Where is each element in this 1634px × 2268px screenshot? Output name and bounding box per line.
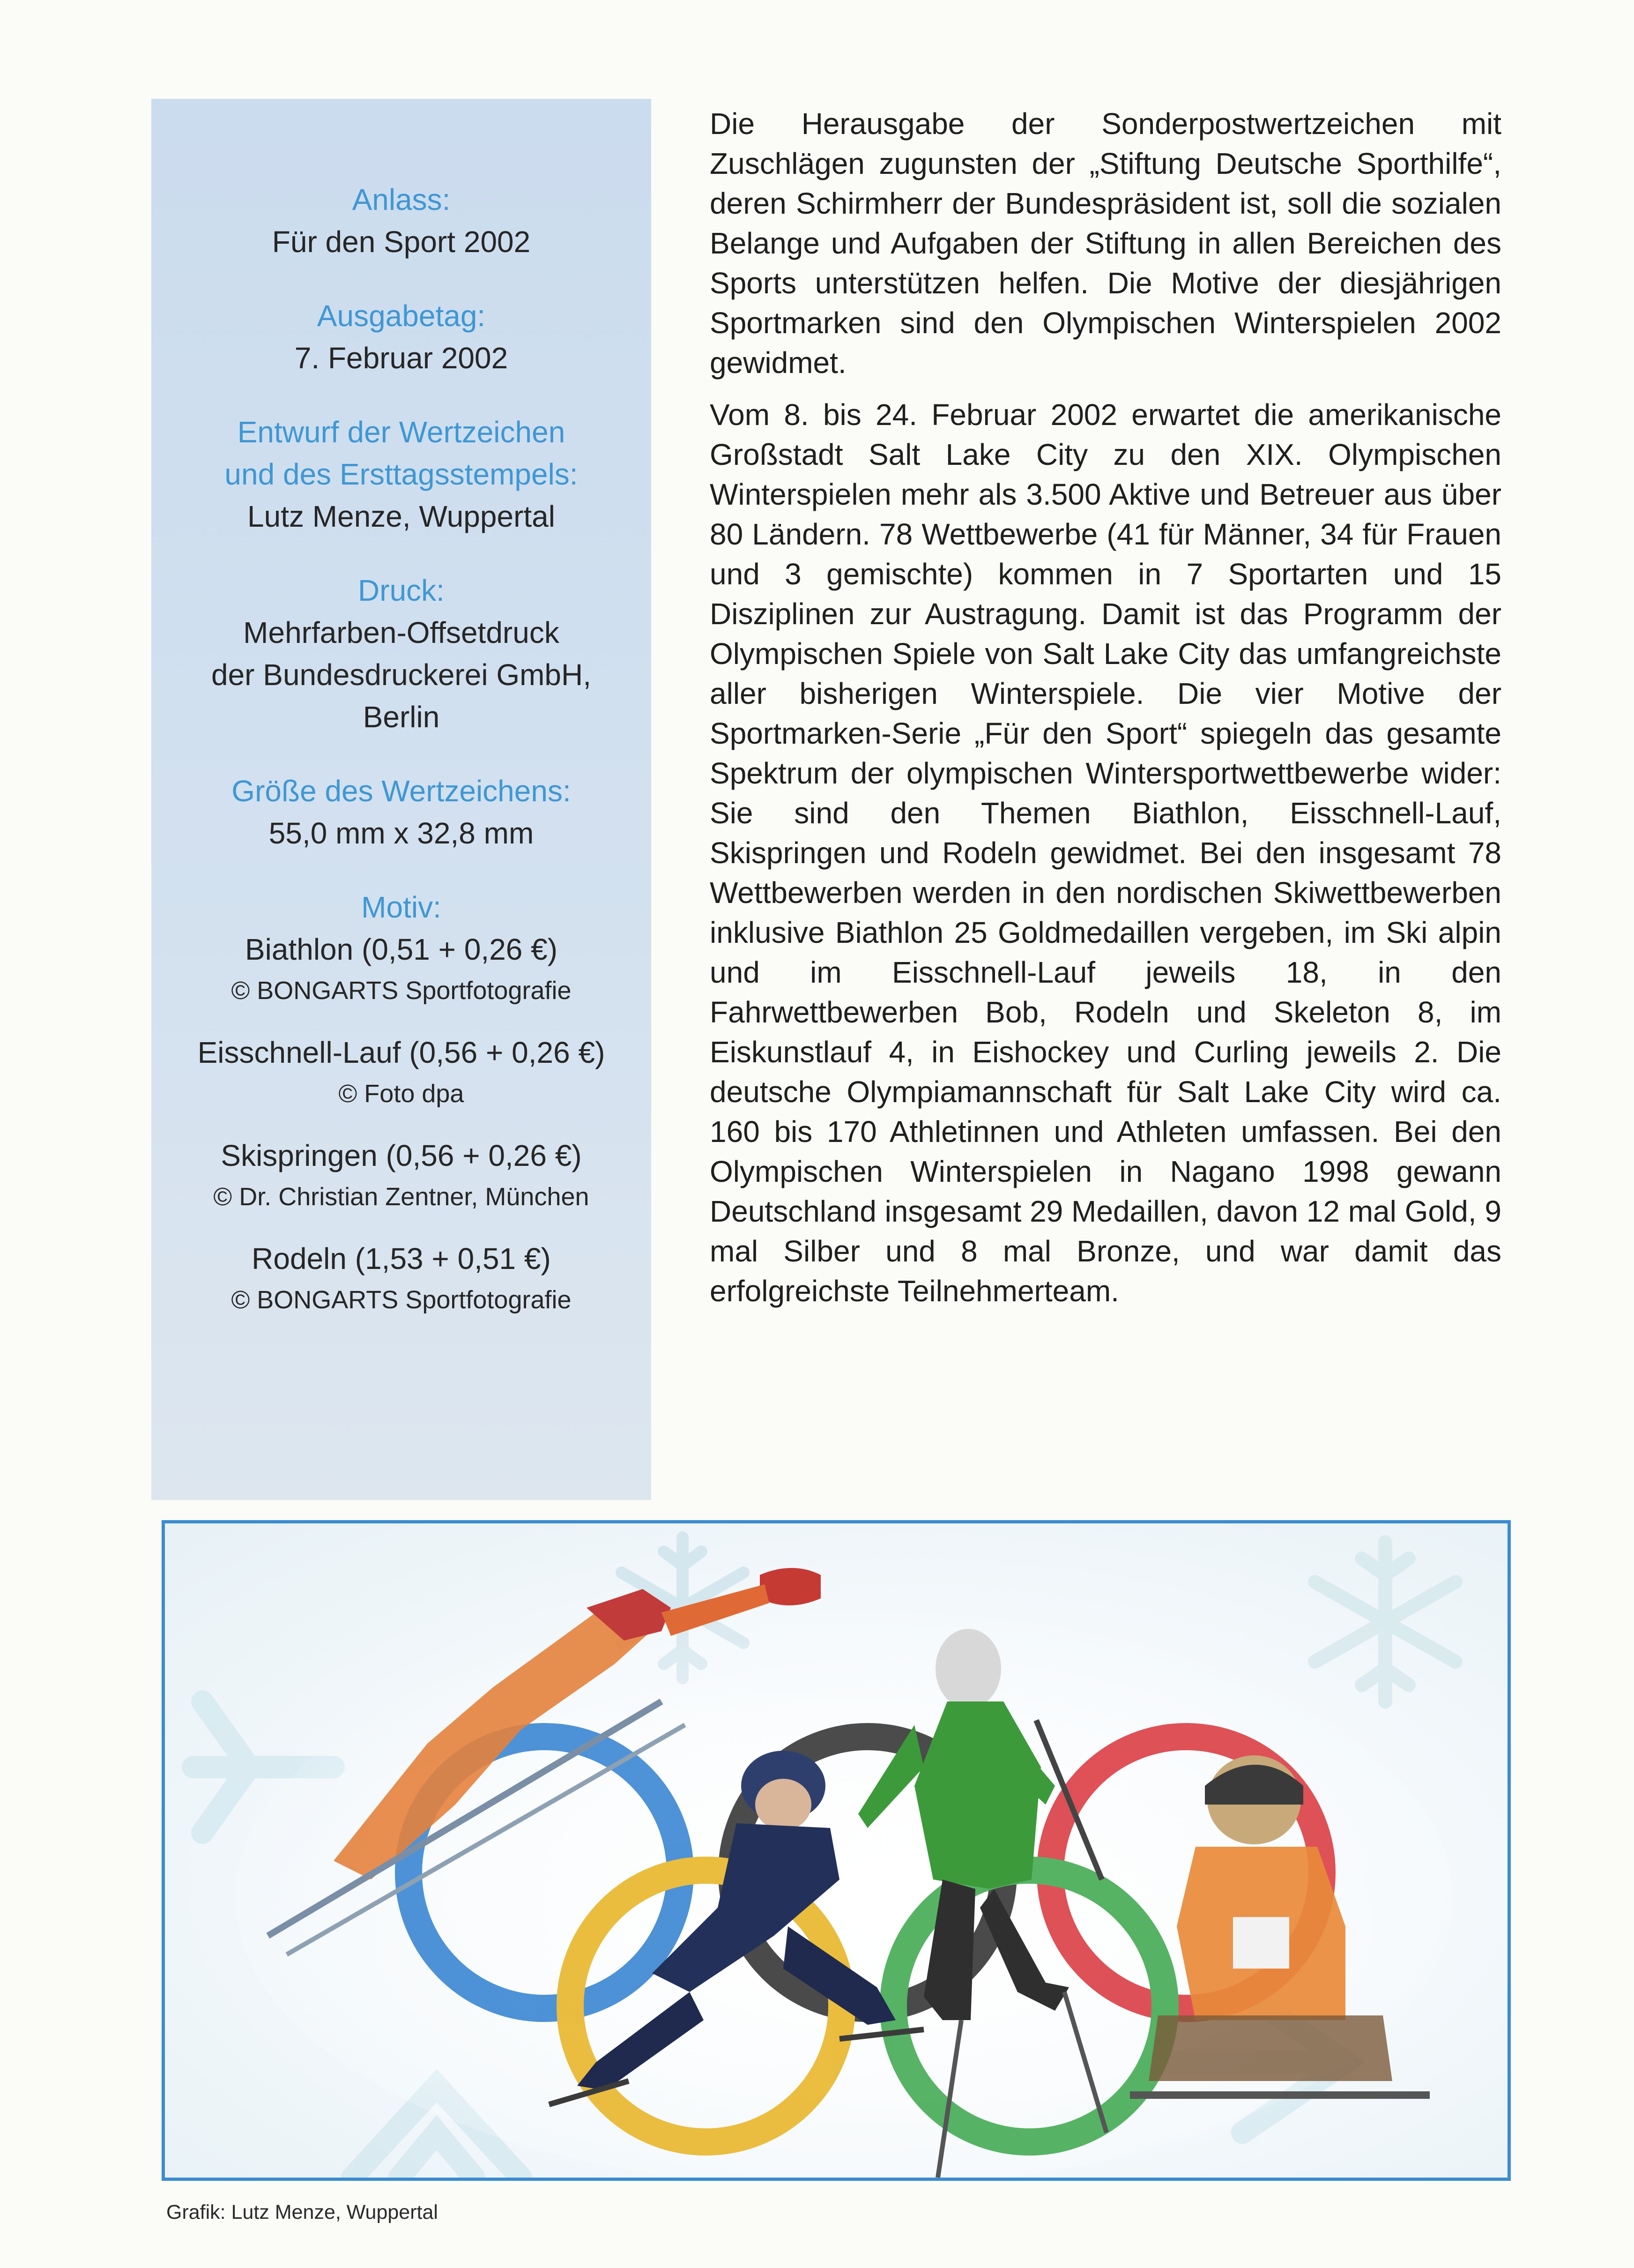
design-label-line1: Entwurf der Wertzeichen bbox=[237, 415, 565, 449]
occasion-label: Anlass: bbox=[352, 183, 451, 216]
issue-date-value: 7. Februar 2002 bbox=[294, 341, 508, 375]
issue-date-label: Ausgabetag: bbox=[317, 299, 486, 333]
motif-title: Rodeln (1,53 + 0,51 €) bbox=[252, 1242, 551, 1276]
motif-label: Motiv: bbox=[361, 890, 441, 924]
motif-credit: © BONGARTS Sportfotografie bbox=[231, 977, 572, 1005]
illustration-frame bbox=[162, 1520, 1511, 2181]
motif-item-biathlon bbox=[151, 928, 651, 1011]
illustration bbox=[165, 1523, 1508, 2178]
design-value: Lutz Menze, Wuppertal bbox=[247, 500, 555, 533]
paragraph-details: Vom 8. bis 24. Februar 2002 erwartet die amerikanische Großstadt Salt Lake City zu den XIX. Olympischen Winterspielen mehr als 3.500 Aktive und Betreuer aus über 80 Ländern. 78 Wettbewerbe (41 für Männer, 34 für Frauen und 3 gemischte) kommen in 7 Sportarten und 15 Disziplinen zur Austragung. Damit ist das Programm der Olympischen Spiele von Salt Lake City das umfangreichste aller bisherigen Winterspiele. Die vier Motive der Sportmarken-Serie „Für den Sport“ spiegeln das gesamte Spektrum der olympischen Wintersportwettbewerbe wider: Sie sind den Themen Biathlon, Eisschnell-Lauf, Skispringen und Rodeln gewidmet. Bei den insgesamt 78 Wettbewerben werden in den nordischen Skiwettbewerben inklusive Biathlon 25 Goldmedaillen vergeben, im Ski alpin und im Eisschnell-Lauf jeweils 18, in den Fahrwettbewerben Bob, Rodeln und Skeleton 8, im Eiskunstlauf 4, in Eishockey und Curling jeweils 2. Die deutsche Olympiamannschaft für Salt Lake City wird ca. 160 bis 170 Athletinnen und Athleten umfassen. Bei den Olympischen Winterspielen in Nagano 1998 gewann Deutschland insgesamt 29 Medaillen, davon 12 mal Gold, 9 mal Silber und 8 mal Bronze, und war damit das erfolgreichste Teilnehmerteam. bbox=[710, 398, 1501, 1308]
size-label: Größe des Wertzeichens: bbox=[231, 774, 571, 808]
occasion-section bbox=[151, 179, 651, 263]
issue-date-section bbox=[151, 295, 651, 379]
motif-section bbox=[151, 886, 651, 1320]
paragraph-intro: Die Herausgabe der Sonderpostwertzeichen mit Zuschlägen zugunsten der „Stiftung Deutsche Sporthilfe“, deren Schirmherr der Bundespräsident ist, soll die sozialen Belange und Aufgaben der Stiftung in allen Bereichen des Sports unterstützen helfen. Die Motive der diesjährigen Sportmarken sind den Olympischen Winterspielen 2002 gewidmet. bbox=[710, 107, 1501, 380]
print-value-line1: Mehrfarben-Offsetdruck bbox=[243, 616, 559, 649]
main-text bbox=[710, 104, 1501, 1323]
motif-title: Skispringen (0,56 + 0,26 €) bbox=[221, 1139, 582, 1172]
motif-title: Biathlon (0,51 + 0,26 €) bbox=[245, 933, 558, 966]
motif-item-speed-skating bbox=[151, 1031, 651, 1114]
snowflake-icon bbox=[1315, 1542, 1456, 1701]
motif-item-ski-jumping bbox=[151, 1134, 651, 1217]
motif-item-luge bbox=[151, 1238, 651, 1320]
design-section bbox=[151, 411, 651, 537]
motif-credit: © Foto dpa bbox=[338, 1080, 464, 1108]
motif-title: Eisschnell-Lauf (0,56 + 0,26 €) bbox=[197, 1036, 605, 1069]
size-section bbox=[151, 770, 651, 854]
print-label: Druck: bbox=[358, 574, 445, 607]
print-value-line2: der Bundesdruckerei GmbH, bbox=[211, 658, 592, 692]
print-value-line3: Berlin bbox=[363, 700, 440, 734]
sidebar-content bbox=[151, 179, 651, 1341]
graphic-credit: Grafik: Lutz Menze, Wuppertal bbox=[166, 2201, 438, 2223]
print-section bbox=[151, 569, 651, 738]
motif-credit: © Dr. Christian Zentner, München bbox=[213, 1183, 589, 1211]
motif-credit: © BONGARTS Sportfotografie bbox=[231, 1286, 572, 1314]
occasion-value: Für den Sport 2002 bbox=[272, 225, 531, 259]
info-sidebar bbox=[151, 99, 651, 1500]
size-value: 55,0 mm x 32,8 mm bbox=[268, 816, 534, 850]
design-label-line2: und des Ersttagsstempels: bbox=[224, 457, 578, 491]
